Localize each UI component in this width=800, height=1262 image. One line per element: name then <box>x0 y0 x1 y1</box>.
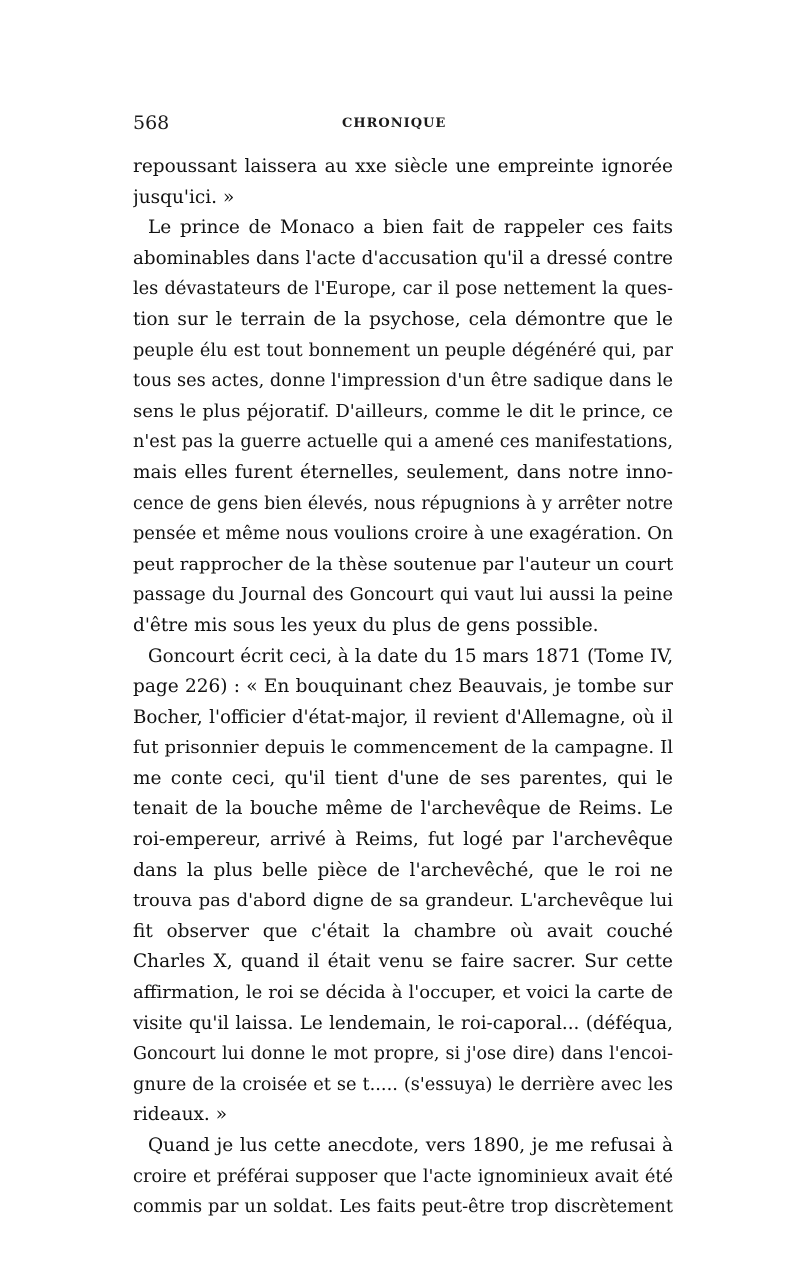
text-line: fit observer que c'était la chambre où avait couché <box>133 920 673 942</box>
text-line: Charles X, quand il était venu se faire sacrer. Sur cette <box>133 951 673 973</box>
text-line: jusqu'ici. » <box>133 186 235 208</box>
text-line: fut prisonnier depuis le commencement de la campagne. Il <box>133 737 673 759</box>
text-line: d'être mis sous les yeux du plus de gens possible. <box>133 614 599 636</box>
text-line: peut rapprocher de la thèse soutenue par l'auteur un court <box>133 553 673 575</box>
text-line: gnure de la croisée et se t..... (s'essuya) le derrière avec les <box>133 1074 673 1095</box>
text-line: page 226) : « En bouquinant chez Beauvais, je tombe sur <box>133 676 673 698</box>
text-line: peuple élu est tout bonnement un peuple dégénéré qui, par <box>133 340 673 361</box>
running-title: CHRONIQUE <box>342 116 447 131</box>
text-line: affirmation, le roi se décida à l'occuper, et voici la carte de <box>133 982 673 1004</box>
text-line: Le prince de Monaco a bien fait de rappeler ces faits <box>148 217 673 239</box>
page-header <box>0 112 800 142</box>
text-line: pensée et même nous voulions croire à une exagération. On <box>133 524 673 545</box>
text-line: dans la plus belle pièce de l'archevêché, que le roi ne <box>133 859 673 881</box>
page-number: 568 <box>133 112 170 134</box>
text-line: abominables dans l'acte d'accusation qu'il a dressé contre <box>133 247 673 269</box>
text-line: les dévastateurs de l'Europe, car il pose nettement la ques- <box>133 279 673 300</box>
text-line: mais elles furent éternelles, seulement, dans notre inno- <box>133 461 673 483</box>
text-line: sens le plus péjoratif. D'ailleurs, comme le dit le prince, ce <box>133 400 673 422</box>
body-text <box>133 152 673 1223</box>
text-line: Goncourt lui donne le mot propre, si j'ose dire) dans l'encoi- <box>133 1044 673 1065</box>
text-line: me conte ceci, qu'il tient d'une de ses parentes, qui le <box>133 767 673 789</box>
text-line: n'est pas la guerre actuelle qui a amené ces manifestations, <box>133 432 673 453</box>
text-line: tenait de la bouche même de l'archevêque de Reims. Le <box>133 798 673 820</box>
text-line: visite qu'il laissa. Le lendemain, le roi-caporal... (déféqua, <box>133 1012 673 1034</box>
text-line: roi-empereur, arrivé à Reims, fut logé par l'archevêque <box>133 829 673 851</box>
text-line: commis par un soldat. Les faits peut-être trop discrètement <box>133 1197 673 1218</box>
text-line: Goncourt écrit ceci, à la date du 15 mars 1871 (Tome IV, <box>148 645 673 667</box>
text-line: passage du Journal des Goncourt qui vaut lui aussi la peine <box>133 585 673 606</box>
text-line: Bocher, l'officier d'état-major, il revient d'Allemagne, où il <box>133 706 673 728</box>
text-line: Quand je lus cette anecdote, vers 1890, je me refusai à <box>148 1135 673 1156</box>
text-line: rideaux. » <box>133 1104 228 1126</box>
text-line: croire et préférai supposer que l'acte ignominieux avait été <box>133 1166 673 1187</box>
text-line: cence de gens bien élevés, nous répugnions à y arrêter notre <box>133 493 673 514</box>
text-line: tion sur le terrain de la psychose, cela démontre que le <box>133 308 673 330</box>
text-line: trouva pas d'abord digne de sa grandeur. L'archevêque lui <box>133 890 673 912</box>
text-line: tous ses actes, donne l'impression d'un être sadique dans le <box>133 371 673 392</box>
text-line: repoussant laissera au xxe siècle une empreinte ignorée <box>133 156 673 177</box>
